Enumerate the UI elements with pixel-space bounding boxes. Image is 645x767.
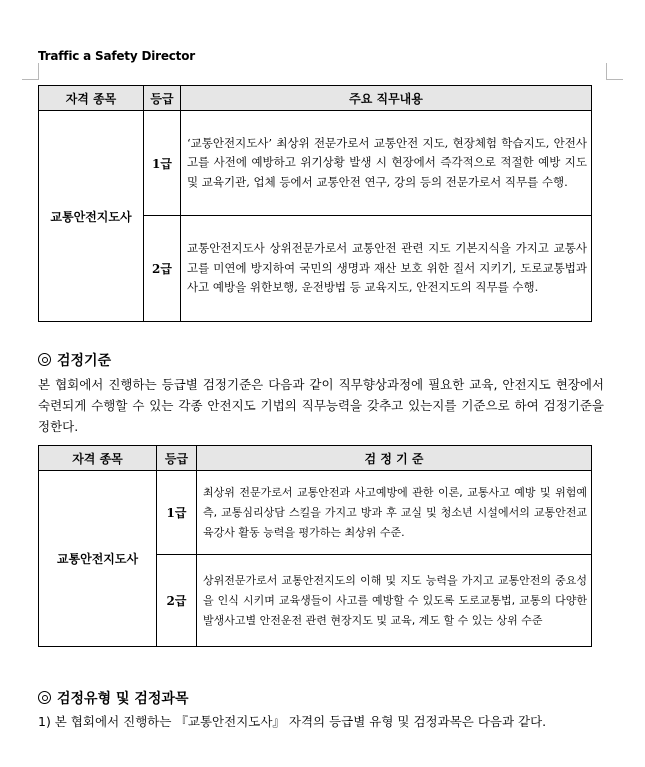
table-row [39,471,592,555]
duties-table-header-row [39,86,592,111]
section-title-exam-types [38,688,188,708]
grade-cell: 1급 [144,111,181,216]
table-row [39,111,592,216]
criteria-description: 최상위 전문가로서 교통안전과 사고예방에 관한 이론, 교통사고 예방 및 위험예측, 교통심리상담 스킬을 가지고 방과 후 교실 및 청소년 시설에서의 교통안전교육강사 활동 능력을 평가하는 최상위 수준. [197,471,592,555]
grade-cell: 2급 [157,555,197,647]
section-title-text: 검정유형 및 검정과목 [57,691,189,707]
qualification-type: 교통안전지도사 [39,111,144,322]
double-circle-bullet-icon [38,691,51,704]
column-header-type: 자격 종목 [39,446,157,471]
duty-description: ‘교통안전지도사’ 최상위 전문가로서 교통안전 지도, 현장체험 학습지도, 안전사고를 사전에 예방하고 위기상황 발생 시 현장에서 즉각적으로 적절한 예방 지도 및 교육기관, 업체 등에서 교통안전 연구, 강의 등의 전문가로서 직무를 수행. [181,111,592,216]
column-header-duties: 주요 직무내용 [181,86,592,111]
section-title-text: 검정기준 [57,353,112,369]
page-corner-mark-left [22,63,39,80]
document-header-title: Traffic a Safety Director [38,49,195,63]
column-header-type: 자격 종목 [39,86,144,111]
duty-description: 교통안전지도사 상위전문가로서 교통안전 관련 지도 기본지식을 가지고 교통사고를 미연에 방지하여 국민의 생명과 재산 보호 위한 질서 지키기, 도로교통법과 사고 예방을 위한보행, 운전방법 등 교육지도, 안전지도의 직무를 수행. [181,216,592,322]
qualification-type: 교통안전지도사 [39,471,157,647]
exam-criteria-table [38,445,592,647]
grade-cell: 2급 [144,216,181,322]
section-title-exam-criteria [38,350,111,370]
exam-criteria-paragraph: 본 협회에서 진행하는 등급별 검정기준은 다음과 같이 직무향상과정에 필요한 교육, 안전지도 현장에서 숙련되게 수행할 수 있는 각종 안전지도 기법의 직무능력을 갖추고 있는지를 기준으로 하여 검정기준을 정한다. [38,377,604,434]
page-corner-mark-right [606,63,623,80]
column-header-grade: 등급 [144,86,181,111]
double-circle-bullet-icon [38,353,51,366]
exam-types-note: 1) 본 협회에서 진행하는 『교통안전지도사』 자격의 등급별 유형 및 검정과목은 다음과 같다. [38,714,547,729]
duties-table [38,85,592,322]
grade-cell: 1급 [157,471,197,555]
criteria-description: 상위전문가로서 교통안전지도의 이해 및 지도 능력을 가지고 교통안전의 중요성을 인식 시키며 교육생들이 사고를 예방할 수 있도록 도로교통법, 교통의 다양한 발생사고별 안전운전 관련 현장지도 및 교육, 계도 할 수 있는 상위 수준 [197,555,592,647]
exam-table-header-row [39,446,592,471]
column-header-grade: 등급 [157,446,197,471]
column-header-criteria: 검 정 기 준 [197,446,592,471]
